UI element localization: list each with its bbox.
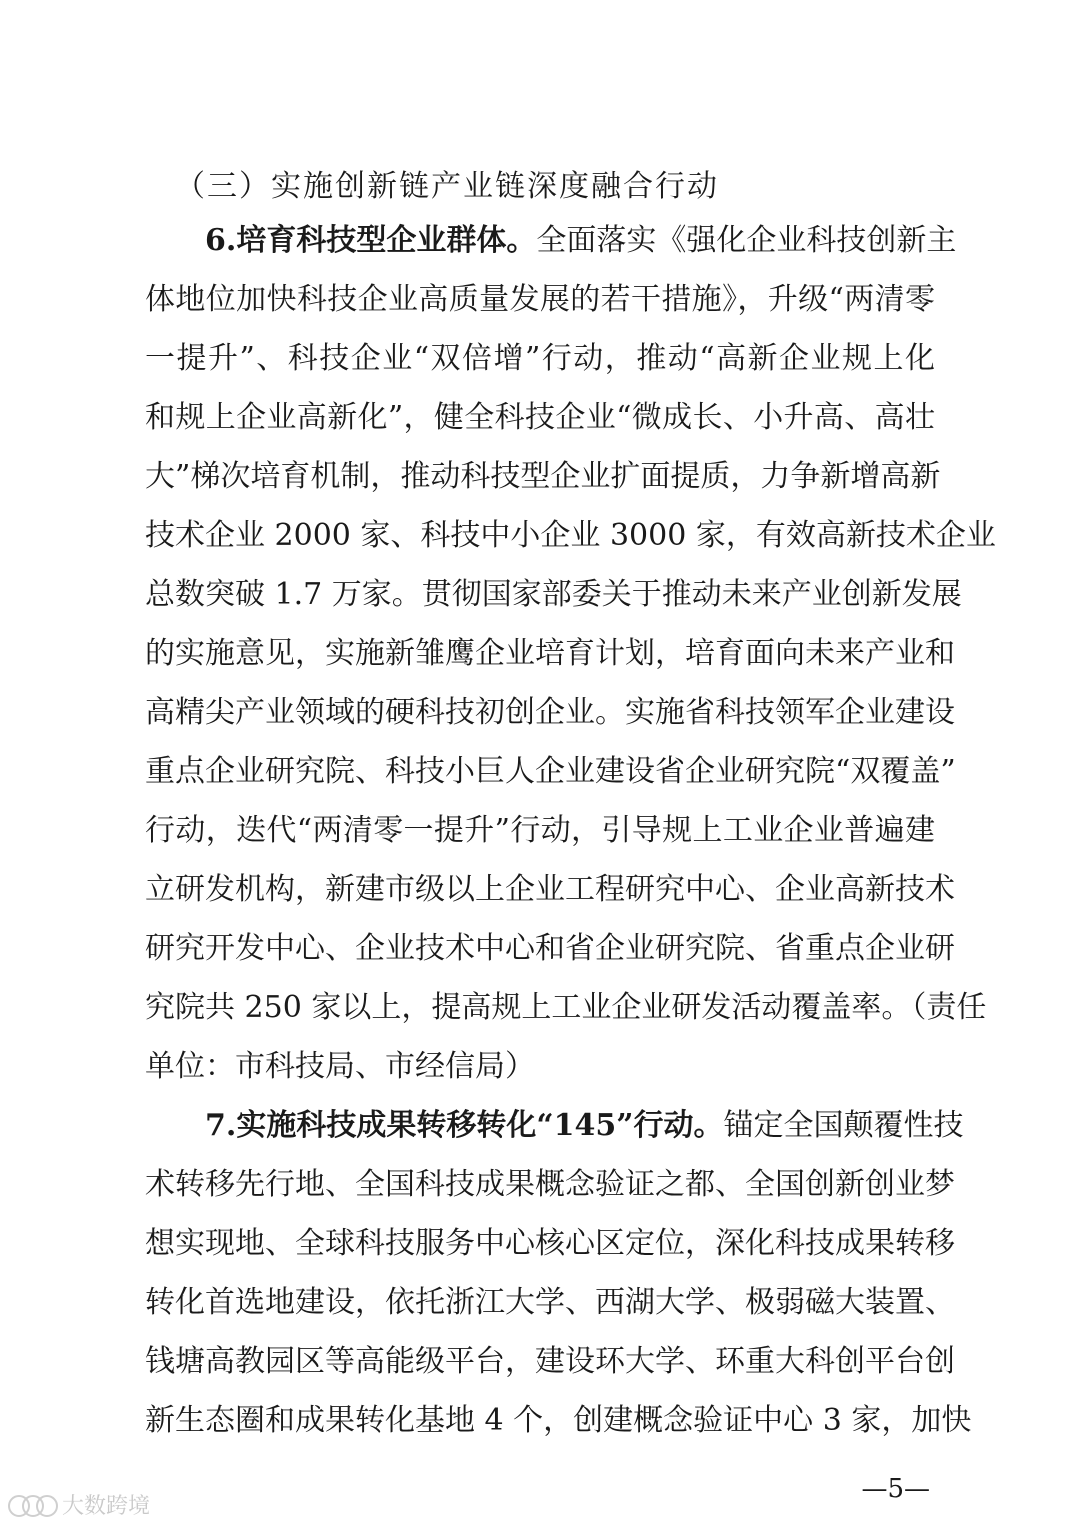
paragraph-line: 究院共 250 家以上，提高规上工业企业研发活动覆盖率。（责任 — [145, 990, 987, 1025]
paragraph-line: 术转移先行地、全国科技成果概念验证之都、全国创新创业梦 — [145, 1167, 955, 1202]
item-title: 7.实施科技成果转移转化“145”行动。 — [205, 1108, 724, 1143]
paragraph-line: 行动，迭代“两清零一提升”行动，引导规上工业企业普遍建 — [145, 813, 935, 848]
paragraph-line: 大”梯次培育机制，推动科技型企业扩面提质，力争新增高新 — [145, 459, 941, 494]
watermark — [8, 1487, 150, 1521]
paragraph-line: 研究开发中心、企业技术中心和省企业研究院、省重点企业研 — [145, 931, 955, 966]
page-number: —5— — [861, 1474, 930, 1504]
paragraph-line: 重点企业研究院、科技小巨人企业建设省企业研究院“双覆盖” — [145, 754, 956, 789]
paragraph-text: 锚定全国颠覆性技 — [723, 1108, 964, 1143]
paragraph-line: 总数突破 1.7 万家。贯彻国家部委关于推动未来产业创新发展 — [145, 577, 962, 612]
paragraph-line — [205, 1106, 964, 1146]
paragraph-line: 技术企业 2000 家、科技中小企业 3000 家，有效高新技术企业 — [145, 518, 996, 553]
paragraph-text: 全面落实《强化企业科技创新主 — [536, 223, 957, 258]
watermark-text: 大数跨境 — [62, 1493, 151, 1519]
paragraph-line: 想实现地、全球科技服务中心核心区定位，深化科技成果转移 — [145, 1226, 955, 1261]
paragraph-line: 单位：市科技局、市经信局） — [145, 1049, 535, 1084]
paragraph-line: 高精尖产业领域的硬科技初创企业。实施省科技领军企业建设 — [145, 695, 955, 730]
paragraph-line: 新生态圈和成果转化基地 4 个，创建概念验证中心 3 家，加快 — [145, 1403, 972, 1438]
item-title: 6.培育科技型企业群体。 — [205, 223, 537, 258]
paragraph-line: 转化首选地建设，依托浙江大学、西湖大学、极弱磁大装置、 — [145, 1285, 955, 1320]
paragraph-line: 钱塘高教园区等高能级平台，建设环大学、环重大科创平台创 — [145, 1344, 955, 1379]
watermark-logo-icon — [8, 1491, 56, 1517]
paragraph-line: 和规上企业高新化”，健全科技企业“微成长、小升高、高壮 — [145, 400, 935, 435]
paragraph-line: 一提升”、科技企业“双倍增”行动，推动“高新企业规上化 — [145, 341, 935, 376]
section-heading: （三）实施创新链产业链深度融合行动 — [175, 169, 719, 204]
paragraph-line: 体地位加快科技企业高质量发展的若干措施》，升级“两清零 — [145, 282, 935, 317]
paragraph-line: 的实施意见，实施新雏鹰企业培育计划，培育面向未来产业和 — [145, 636, 955, 671]
paragraph-line: 立研发机构，新建市级以上企业工程研究中心、企业高新技术 — [145, 872, 955, 907]
paragraph-line — [205, 221, 957, 261]
